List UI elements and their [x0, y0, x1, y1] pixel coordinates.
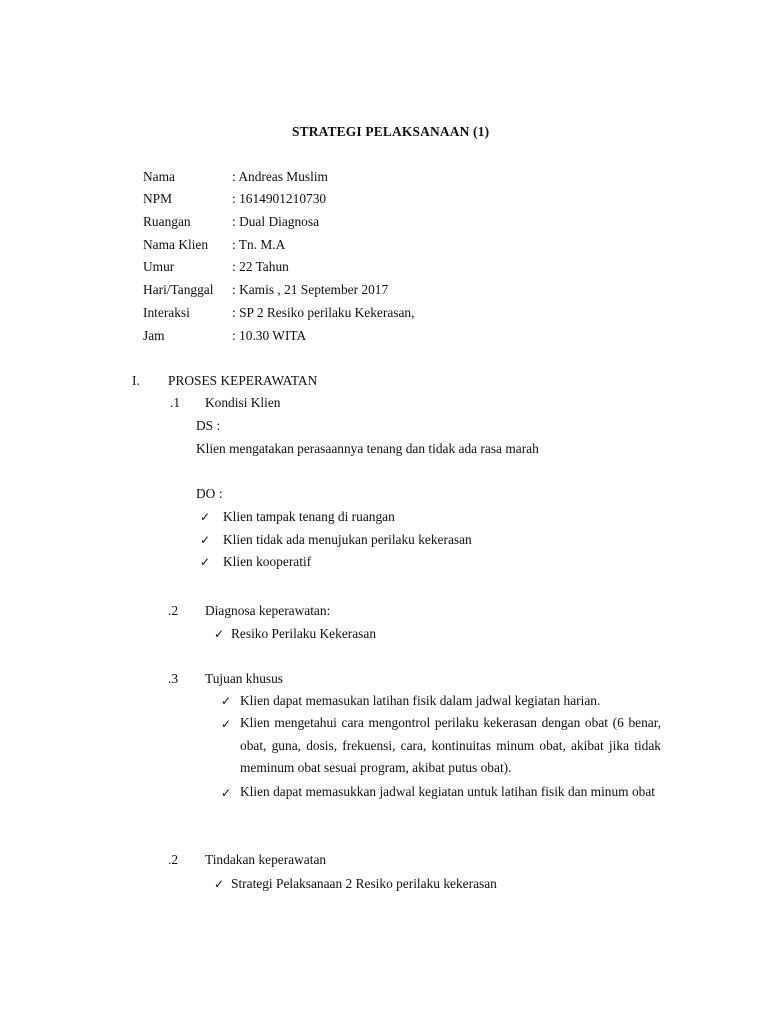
- tujuan-item: Klien dapat memasukan latihan fisik dalam jadwal kegiatan harian.: [240, 693, 601, 708]
- check-icon: ✓: [221, 717, 232, 731]
- subsection-title: Tindakan keperawatan: [205, 852, 327, 867]
- subsection-number: .3: [168, 671, 179, 686]
- identity-value: : Andreas Muslim: [232, 169, 328, 184]
- identity-label: Nama Klien: [143, 237, 209, 252]
- subsection-number: .2: [168, 852, 179, 867]
- ds-label: DS :: [196, 418, 221, 433]
- tindakan-item: Strategi Pelaksanaan 2 Resiko perilaku kekerasan: [231, 876, 497, 891]
- diagnosa-item: Resiko Perilaku Kekerasan: [231, 626, 377, 641]
- check-icon: ✓: [214, 627, 225, 641]
- subsection-title: Kondisi Klien: [205, 395, 281, 410]
- do-label: DO :: [196, 486, 223, 501]
- identity-label: NPM: [143, 191, 173, 206]
- subsection-number: .2: [168, 603, 179, 618]
- identity-value: : 10.30 WITA: [232, 328, 307, 343]
- section-title: PROSES KEPERAWATAN: [168, 373, 318, 388]
- identity-label: Hari/Tanggal: [143, 282, 214, 297]
- subsection-title: Tujuan khusus: [205, 671, 284, 686]
- identity-value: : Dual Diagnosa: [232, 214, 320, 229]
- identity-label: Nama: [143, 169, 175, 184]
- identity-label: Interaksi: [143, 305, 190, 320]
- do-item: Klien tampak tenang di ruangan: [223, 509, 395, 524]
- check-icon: ✓: [200, 510, 211, 524]
- check-icon: ✓: [214, 877, 225, 891]
- check-icon: ✓: [200, 533, 211, 547]
- identity-label: Ruangan: [143, 214, 191, 229]
- identity-label: Umur: [143, 259, 175, 274]
- identity-value: : 1614901210730: [232, 191, 327, 206]
- check-icon: ✓: [200, 555, 211, 569]
- check-icon: ✓: [221, 694, 232, 708]
- subsection-title: Diagnosa keperawatan:: [205, 603, 331, 618]
- tujuan-item: Klien mengetahui cara mengontrol perilaku kekerasan dengan obat (6 benar, obat, guna, dosis, frekuensi, cara, kontinuitas minum obat, akibat jika tidak meminum obat sesuai program, akibat putus obat).: [240, 715, 661, 775]
- identity-label: Jam: [143, 328, 165, 343]
- identity-value: : 22 Tahun: [232, 259, 289, 274]
- do-item: Klien kooperatif: [223, 554, 312, 569]
- section-number: I.: [132, 373, 140, 388]
- subsection-number: .1: [170, 395, 181, 410]
- ds-text: Klien mengatakan perasaannya tenang dan tidak ada rasa marah: [196, 441, 539, 456]
- document-title: STRATEGI PELAKSANAAN (1): [292, 124, 490, 139]
- do-item: Klien tidak ada menujukan perilaku kekerasan: [223, 532, 472, 547]
- tujuan-item: Klien dapat memasukkan jadwal kegiatan untuk latihan fisik dan minum obat: [240, 784, 656, 799]
- identity-value: : Tn. M.A: [232, 237, 286, 252]
- identity-value: : SP 2 Resiko perilaku Kekerasan,: [232, 305, 415, 320]
- identity-value: : Kamis , 21 September 2017: [232, 282, 389, 297]
- check-icon: ✓: [221, 786, 232, 800]
